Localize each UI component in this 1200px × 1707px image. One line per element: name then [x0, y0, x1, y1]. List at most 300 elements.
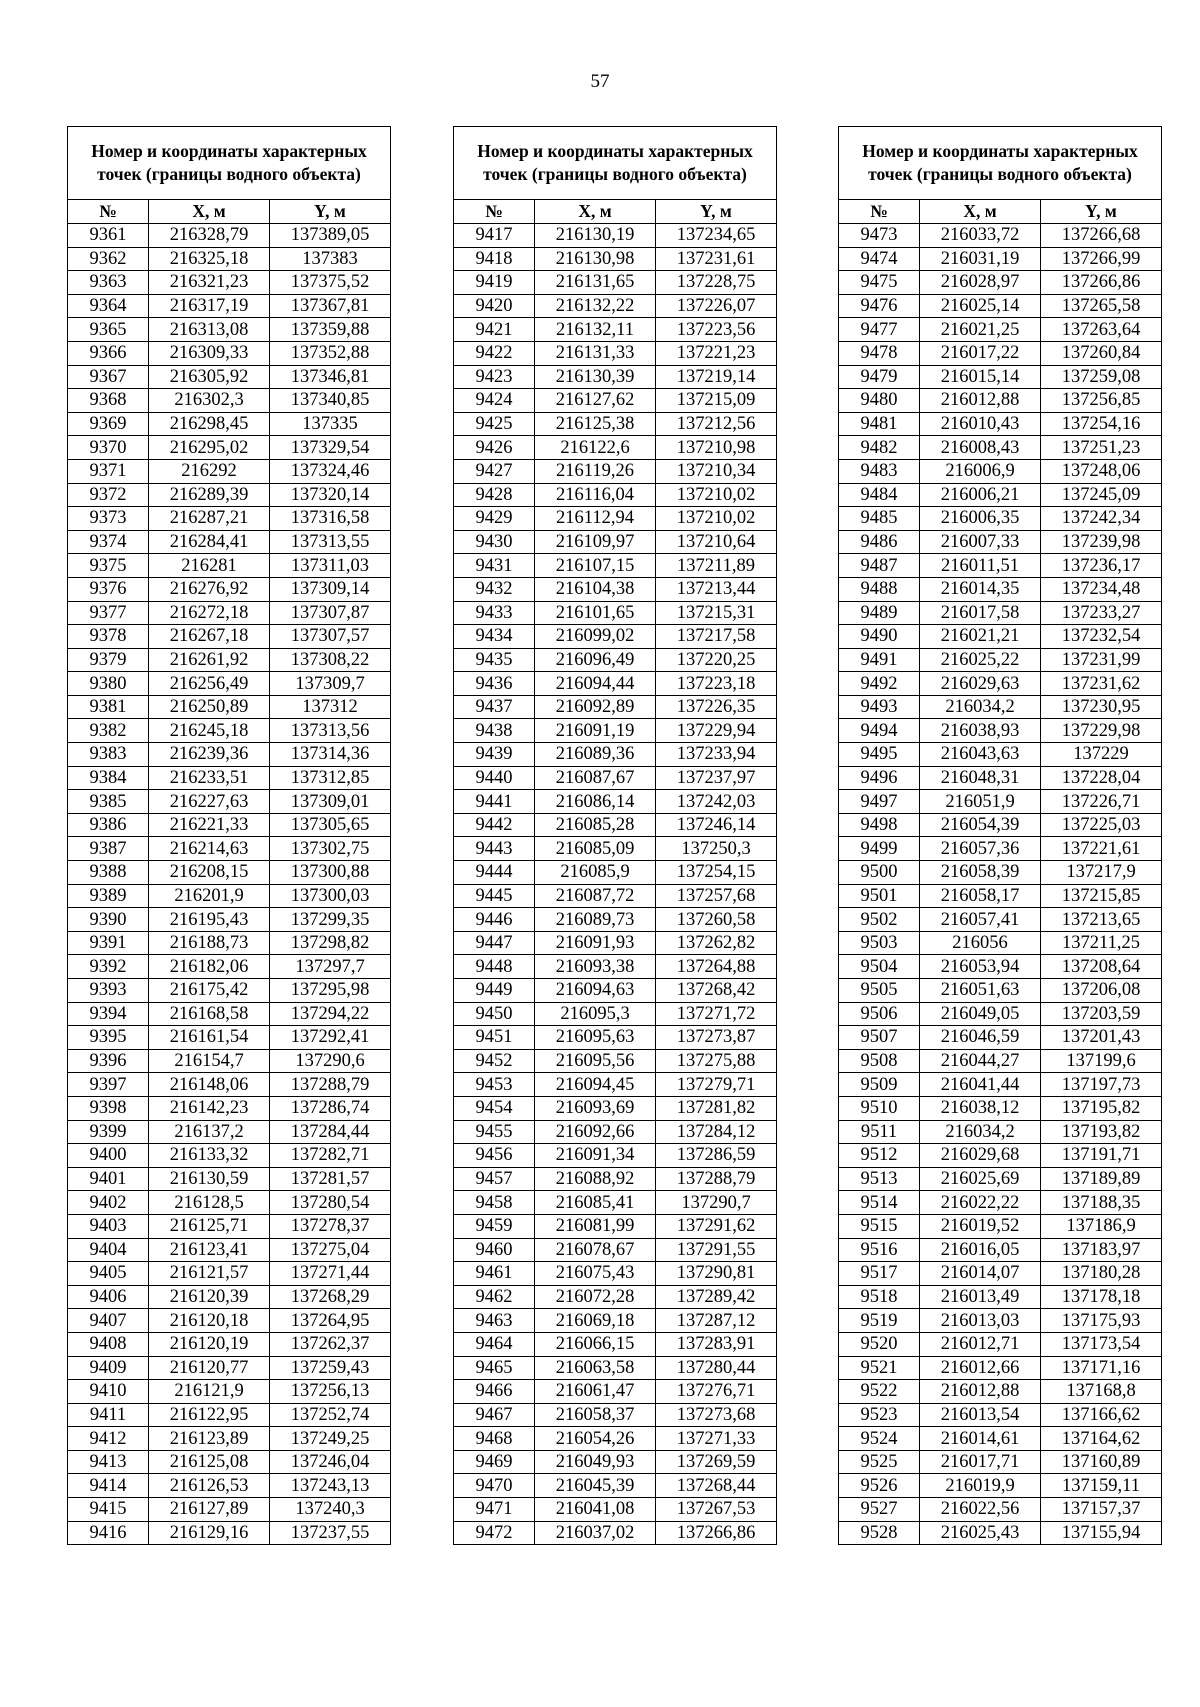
y-coordinate-cell: 137289,42 — [656, 1285, 777, 1309]
y-coordinate-cell: 137284,44 — [270, 1120, 391, 1144]
point-number-cell: 9472 — [454, 1521, 535, 1545]
x-coordinate-cell: 216072,28 — [535, 1285, 656, 1309]
x-coordinate-cell: 216239,36 — [149, 743, 270, 767]
table-row — [68, 318, 391, 342]
table-row — [454, 1332, 777, 1356]
table-row — [839, 1285, 1162, 1309]
y-coordinate-cell: 137233,94 — [656, 743, 777, 767]
x-coordinate-cell: 216086,14 — [535, 790, 656, 814]
x-coordinate-cell: 216087,67 — [535, 766, 656, 790]
point-number-cell: 9524 — [839, 1427, 920, 1451]
y-coordinate-cell: 137193,82 — [1041, 1120, 1162, 1144]
x-coordinate-cell: 216094,45 — [535, 1073, 656, 1097]
point-number-cell: 9519 — [839, 1309, 920, 1333]
y-coordinate-cell: 137234,65 — [656, 224, 777, 248]
x-coordinate-cell: 216088,92 — [535, 1167, 656, 1191]
y-coordinate-cell: 137300,88 — [270, 861, 391, 885]
y-coordinate-cell: 137234,48 — [1041, 577, 1162, 601]
x-coordinate-cell: 216284,41 — [149, 530, 270, 554]
table-row — [68, 672, 391, 696]
table-row — [454, 318, 777, 342]
y-coordinate-cell: 137195,82 — [1041, 1096, 1162, 1120]
x-coordinate-cell: 216245,18 — [149, 719, 270, 743]
y-coordinate-cell: 137254,16 — [1041, 412, 1162, 436]
table-row — [839, 743, 1162, 767]
table-row — [839, 790, 1162, 814]
table-row — [68, 790, 391, 814]
y-coordinate-cell: 137215,09 — [656, 389, 777, 413]
point-number-cell: 9375 — [68, 554, 149, 578]
table-row — [454, 389, 777, 413]
point-number-cell: 9513 — [839, 1167, 920, 1191]
point-number-cell: 9440 — [454, 766, 535, 790]
point-number-cell: 9468 — [454, 1427, 535, 1451]
x-coordinate-cell: 216302,3 — [149, 389, 270, 413]
point-number-cell: 9496 — [839, 766, 920, 790]
x-coordinate-cell: 216094,44 — [535, 672, 656, 696]
point-number-cell: 9367 — [68, 365, 149, 389]
x-coordinate-cell: 216012,71 — [920, 1332, 1041, 1356]
table-row — [454, 766, 777, 790]
y-coordinate-cell: 137229,94 — [656, 719, 777, 743]
table-row — [68, 979, 391, 1003]
y-coordinate-cell: 137171,16 — [1041, 1356, 1162, 1380]
x-coordinate-cell: 216078,67 — [535, 1238, 656, 1262]
point-number-cell: 9420 — [454, 294, 535, 318]
table-row — [839, 1120, 1162, 1144]
point-number-cell: 9493 — [839, 695, 920, 719]
table-row — [454, 931, 777, 955]
point-number-cell: 9446 — [454, 908, 535, 932]
y-coordinate-cell: 137217,9 — [1041, 861, 1162, 885]
y-coordinate-cell: 137236,17 — [1041, 554, 1162, 578]
table-row — [839, 1450, 1162, 1474]
table-row — [839, 1002, 1162, 1026]
y-coordinate-cell: 137271,33 — [656, 1427, 777, 1451]
point-number-cell: 9383 — [68, 743, 149, 767]
x-coordinate-cell: 216053,94 — [920, 955, 1041, 979]
table-row — [839, 695, 1162, 719]
table-row — [68, 719, 391, 743]
point-number-cell: 9400 — [68, 1144, 149, 1168]
x-coordinate-cell: 216085,28 — [535, 813, 656, 837]
table-row — [454, 625, 777, 649]
y-coordinate-cell: 137307,57 — [270, 625, 391, 649]
x-coordinate-cell: 216089,36 — [535, 743, 656, 767]
table-row — [454, 672, 777, 696]
y-coordinate-cell: 137220,25 — [656, 648, 777, 672]
y-coordinate-cell: 137286,74 — [270, 1096, 391, 1120]
x-coordinate-cell: 216120,18 — [149, 1309, 270, 1333]
table-row — [454, 224, 777, 248]
table-row — [839, 554, 1162, 578]
table-row — [454, 1262, 777, 1286]
y-coordinate-cell: 137210,98 — [656, 436, 777, 460]
point-number-cell: 9448 — [454, 955, 535, 979]
x-coordinate-cell: 216006,35 — [920, 507, 1041, 531]
x-coordinate-cell: 216007,33 — [920, 530, 1041, 554]
x-coordinate-cell: 216029,68 — [920, 1144, 1041, 1168]
x-coordinate-cell: 216025,14 — [920, 294, 1041, 318]
point-number-cell: 9507 — [839, 1026, 920, 1050]
x-coordinate-cell: 216313,08 — [149, 318, 270, 342]
x-coordinate-cell: 216287,21 — [149, 507, 270, 531]
x-coordinate-cell: 216214,63 — [149, 837, 270, 861]
y-coordinate-cell: 137291,62 — [656, 1214, 777, 1238]
table-row — [68, 1427, 391, 1451]
x-coordinate-cell: 216256,49 — [149, 672, 270, 696]
table-row — [68, 1026, 391, 1050]
table-row — [454, 436, 777, 460]
x-coordinate-cell: 216045,39 — [535, 1474, 656, 1498]
table-row — [454, 1049, 777, 1073]
y-coordinate-cell: 137213,44 — [656, 577, 777, 601]
y-coordinate-cell: 137280,54 — [270, 1191, 391, 1215]
x-coordinate-cell: 216012,66 — [920, 1356, 1041, 1380]
x-coordinate-cell: 216057,36 — [920, 837, 1041, 861]
point-number-cell: 9442 — [454, 813, 535, 837]
point-number-cell: 9386 — [68, 813, 149, 837]
point-number-cell: 9459 — [454, 1214, 535, 1238]
point-number-cell: 9379 — [68, 648, 149, 672]
x-coordinate-cell: 216081,99 — [535, 1214, 656, 1238]
table-row — [454, 1191, 777, 1215]
coordinates-table-3 — [838, 126, 1162, 1545]
y-coordinate-cell: 137295,98 — [270, 979, 391, 1003]
table-row — [454, 1427, 777, 1451]
table-row — [454, 979, 777, 1003]
x-coordinate-cell: 216227,63 — [149, 790, 270, 814]
x-coordinate-cell: 216017,22 — [920, 341, 1041, 365]
y-coordinate-cell: 137243,13 — [270, 1474, 391, 1498]
table-row — [68, 908, 391, 932]
point-number-cell: 9390 — [68, 908, 149, 932]
point-number-cell: 9427 — [454, 459, 535, 483]
point-number-cell: 9424 — [454, 389, 535, 413]
table-row — [839, 884, 1162, 908]
point-number-cell: 9392 — [68, 955, 149, 979]
x-coordinate-cell: 216289,39 — [149, 483, 270, 507]
point-number-cell: 9502 — [839, 908, 920, 932]
y-coordinate-cell: 137309,14 — [270, 577, 391, 601]
point-number-cell: 9462 — [454, 1285, 535, 1309]
table-row — [68, 1450, 391, 1474]
x-coordinate-cell: 216085,9 — [535, 861, 656, 885]
point-number-cell: 9423 — [454, 365, 535, 389]
x-coordinate-cell: 216091,93 — [535, 931, 656, 955]
point-number-cell: 9417 — [454, 224, 535, 248]
table-row — [454, 341, 777, 365]
y-coordinate-cell: 137375,52 — [270, 271, 391, 295]
point-number-cell: 9470 — [454, 1474, 535, 1498]
x-coordinate-cell: 216031,19 — [920, 247, 1041, 271]
table-row — [839, 979, 1162, 1003]
table-row — [68, 1214, 391, 1238]
y-coordinate-cell: 137226,71 — [1041, 790, 1162, 814]
point-number-cell: 9461 — [454, 1262, 535, 1286]
point-number-cell: 9523 — [839, 1403, 920, 1427]
point-number-cell: 9361 — [68, 224, 149, 248]
x-coordinate-cell: 216061,47 — [535, 1380, 656, 1404]
table-row — [454, 1450, 777, 1474]
x-coordinate-cell: 216041,08 — [535, 1498, 656, 1522]
y-coordinate-cell: 137324,46 — [270, 459, 391, 483]
point-number-cell: 9384 — [68, 766, 149, 790]
point-number-cell: 9428 — [454, 483, 535, 507]
point-number-cell: 9434 — [454, 625, 535, 649]
point-number-cell: 9435 — [454, 648, 535, 672]
point-number-cell: 9391 — [68, 931, 149, 955]
y-coordinate-cell: 137256,85 — [1041, 389, 1162, 413]
y-coordinate-cell: 137231,99 — [1041, 648, 1162, 672]
y-coordinate-cell: 137283,91 — [656, 1332, 777, 1356]
point-number-cell: 9510 — [839, 1096, 920, 1120]
point-number-cell: 9447 — [454, 931, 535, 955]
table-row — [68, 1191, 391, 1215]
y-coordinate-cell: 137278,37 — [270, 1214, 391, 1238]
point-number-cell: 9515 — [839, 1214, 920, 1238]
table-row — [839, 1214, 1162, 1238]
point-number-cell: 9485 — [839, 507, 920, 531]
table-title: Номер и координаты характерных точек (границы водного объекта) — [839, 127, 1162, 200]
x-coordinate-cell: 216008,43 — [920, 436, 1041, 460]
y-coordinate-cell: 137175,93 — [1041, 1309, 1162, 1333]
table-row — [839, 1356, 1162, 1380]
x-coordinate-cell: 216309,33 — [149, 341, 270, 365]
table-row — [839, 271, 1162, 295]
table-row — [454, 1380, 777, 1404]
x-coordinate-cell: 216292 — [149, 459, 270, 483]
x-coordinate-cell: 216121,9 — [149, 1380, 270, 1404]
y-coordinate-cell: 137166,62 — [1041, 1403, 1162, 1427]
x-coordinate-cell: 216041,44 — [920, 1073, 1041, 1097]
x-coordinate-cell: 216014,07 — [920, 1262, 1041, 1286]
table-row — [68, 224, 391, 248]
y-coordinate-cell: 137231,61 — [656, 247, 777, 271]
point-number-cell: 9498 — [839, 813, 920, 837]
column-header-y: Y, м — [1041, 200, 1162, 224]
x-coordinate-cell: 216317,19 — [149, 294, 270, 318]
point-number-cell: 9366 — [68, 341, 149, 365]
x-coordinate-cell: 216075,43 — [535, 1262, 656, 1286]
point-number-cell: 9469 — [454, 1450, 535, 1474]
table-row — [839, 719, 1162, 743]
y-coordinate-cell: 137201,43 — [1041, 1026, 1162, 1050]
x-coordinate-cell: 216025,22 — [920, 648, 1041, 672]
y-coordinate-cell: 137239,98 — [1041, 530, 1162, 554]
table-row — [68, 1403, 391, 1427]
table-row — [839, 1521, 1162, 1545]
table-row — [839, 224, 1162, 248]
y-coordinate-cell: 137280,44 — [656, 1356, 777, 1380]
point-number-cell: 9388 — [68, 861, 149, 885]
y-coordinate-cell: 137299,35 — [270, 908, 391, 932]
y-coordinate-cell: 137223,18 — [656, 672, 777, 696]
y-coordinate-cell: 137308,22 — [270, 648, 391, 672]
y-coordinate-cell: 137276,71 — [656, 1380, 777, 1404]
table-row — [839, 1309, 1162, 1333]
y-coordinate-cell: 137320,14 — [270, 483, 391, 507]
point-number-cell: 9368 — [68, 389, 149, 413]
x-coordinate-cell: 216261,92 — [149, 648, 270, 672]
table-row — [839, 1380, 1162, 1404]
x-coordinate-cell: 216044,27 — [920, 1049, 1041, 1073]
x-coordinate-cell: 216095,63 — [535, 1026, 656, 1050]
table-row — [454, 1096, 777, 1120]
point-number-cell: 9369 — [68, 412, 149, 436]
table-row — [839, 931, 1162, 955]
table-row — [839, 341, 1162, 365]
table-row — [454, 955, 777, 979]
table-row — [839, 294, 1162, 318]
y-coordinate-cell: 137219,14 — [656, 365, 777, 389]
y-coordinate-cell: 137242,34 — [1041, 507, 1162, 531]
table-body — [68, 224, 391, 1545]
column-header-y: Y, м — [656, 200, 777, 224]
y-coordinate-cell: 137226,07 — [656, 294, 777, 318]
column-header-y: Y, м — [270, 200, 391, 224]
point-number-cell: 9409 — [68, 1356, 149, 1380]
x-coordinate-cell: 216125,38 — [535, 412, 656, 436]
x-coordinate-cell: 216017,71 — [920, 1450, 1041, 1474]
y-coordinate-cell: 137226,35 — [656, 695, 777, 719]
x-coordinate-cell: 216021,25 — [920, 318, 1041, 342]
x-coordinate-cell: 216298,45 — [149, 412, 270, 436]
x-coordinate-cell: 216099,02 — [535, 625, 656, 649]
y-coordinate-cell: 137178,18 — [1041, 1285, 1162, 1309]
table-row — [454, 1144, 777, 1168]
table-row — [454, 719, 777, 743]
point-number-cell: 9501 — [839, 884, 920, 908]
y-coordinate-cell: 137290,81 — [656, 1262, 777, 1286]
table-row — [68, 861, 391, 885]
point-number-cell: 9362 — [68, 247, 149, 271]
point-number-cell: 9438 — [454, 719, 535, 743]
x-coordinate-cell: 216022,56 — [920, 1498, 1041, 1522]
point-number-cell: 9395 — [68, 1026, 149, 1050]
y-coordinate-cell: 137291,55 — [656, 1238, 777, 1262]
y-coordinate-cell: 137223,56 — [656, 318, 777, 342]
x-coordinate-cell: 216132,11 — [535, 318, 656, 342]
y-coordinate-cell: 137309,7 — [270, 672, 391, 696]
x-coordinate-cell: 216095,3 — [535, 1002, 656, 1026]
x-coordinate-cell: 216021,21 — [920, 625, 1041, 649]
point-number-cell: 9439 — [454, 743, 535, 767]
point-number-cell: 9452 — [454, 1049, 535, 1073]
x-coordinate-cell: 216049,05 — [920, 1002, 1041, 1026]
point-number-cell: 9463 — [454, 1309, 535, 1333]
point-number-cell: 9437 — [454, 695, 535, 719]
x-coordinate-cell: 216087,72 — [535, 884, 656, 908]
x-coordinate-cell: 216010,43 — [920, 412, 1041, 436]
point-number-cell: 9495 — [839, 743, 920, 767]
table-row — [454, 530, 777, 554]
point-number-cell: 9449 — [454, 979, 535, 1003]
x-coordinate-cell: 216130,39 — [535, 365, 656, 389]
y-coordinate-cell: 137249,25 — [270, 1427, 391, 1451]
table-row — [454, 1214, 777, 1238]
table-row — [454, 271, 777, 295]
y-coordinate-cell: 137242,03 — [656, 790, 777, 814]
y-coordinate-cell: 137263,64 — [1041, 318, 1162, 342]
x-coordinate-cell: 216028,97 — [920, 271, 1041, 295]
y-coordinate-cell: 137168,8 — [1041, 1380, 1162, 1404]
x-coordinate-cell: 216012,88 — [920, 1380, 1041, 1404]
table-row — [68, 648, 391, 672]
table-row — [454, 813, 777, 837]
table-row — [68, 1380, 391, 1404]
point-number-cell: 9430 — [454, 530, 535, 554]
x-coordinate-cell: 216182,06 — [149, 955, 270, 979]
y-coordinate-cell: 137265,58 — [1041, 294, 1162, 318]
table-row — [68, 247, 391, 271]
y-coordinate-cell: 137210,02 — [656, 483, 777, 507]
y-coordinate-cell: 137246,14 — [656, 813, 777, 837]
point-number-cell: 9371 — [68, 459, 149, 483]
x-coordinate-cell: 216281 — [149, 554, 270, 578]
coordinates-table-1 — [67, 126, 391, 1545]
point-number-cell: 9385 — [68, 790, 149, 814]
table-row — [68, 601, 391, 625]
y-coordinate-cell: 137248,06 — [1041, 459, 1162, 483]
y-coordinate-cell: 137292,41 — [270, 1026, 391, 1050]
y-coordinate-cell: 137329,54 — [270, 436, 391, 460]
y-coordinate-cell: 137230,95 — [1041, 695, 1162, 719]
table-row — [454, 743, 777, 767]
table-row — [454, 1073, 777, 1097]
point-number-cell: 9526 — [839, 1474, 920, 1498]
x-coordinate-cell: 216201,9 — [149, 884, 270, 908]
y-coordinate-cell: 137305,65 — [270, 813, 391, 837]
y-coordinate-cell: 137268,42 — [656, 979, 777, 1003]
point-number-cell: 9518 — [839, 1285, 920, 1309]
point-number-cell: 9478 — [839, 341, 920, 365]
table-row — [454, 1356, 777, 1380]
y-coordinate-cell: 137266,86 — [656, 1521, 777, 1545]
x-coordinate-cell: 216025,69 — [920, 1167, 1041, 1191]
point-number-cell: 9497 — [839, 790, 920, 814]
x-coordinate-cell: 216321,23 — [149, 271, 270, 295]
x-coordinate-cell: 216013,03 — [920, 1309, 1041, 1333]
table-row — [68, 1285, 391, 1309]
y-coordinate-cell: 137215,85 — [1041, 884, 1162, 908]
x-coordinate-cell: 216126,53 — [149, 1474, 270, 1498]
x-coordinate-cell: 216092,89 — [535, 695, 656, 719]
point-number-cell: 9475 — [839, 271, 920, 295]
x-coordinate-cell: 216022,22 — [920, 1191, 1041, 1215]
y-coordinate-cell: 137197,73 — [1041, 1073, 1162, 1097]
y-coordinate-cell: 137281,82 — [656, 1096, 777, 1120]
y-coordinate-cell: 137237,97 — [656, 766, 777, 790]
y-coordinate-cell: 137157,37 — [1041, 1498, 1162, 1522]
column-header-number: № — [454, 200, 535, 224]
x-coordinate-cell: 216063,58 — [535, 1356, 656, 1380]
y-coordinate-cell: 137186,9 — [1041, 1214, 1162, 1238]
y-coordinate-cell: 137262,37 — [270, 1332, 391, 1356]
table-row — [68, 294, 391, 318]
point-number-cell: 9389 — [68, 884, 149, 908]
point-number-cell: 9456 — [454, 1144, 535, 1168]
y-coordinate-cell: 137232,54 — [1041, 625, 1162, 649]
table-row — [839, 1403, 1162, 1427]
y-coordinate-cell: 137229,98 — [1041, 719, 1162, 743]
y-coordinate-cell: 137298,82 — [270, 931, 391, 955]
table-row — [68, 530, 391, 554]
y-coordinate-cell: 137260,84 — [1041, 341, 1162, 365]
x-coordinate-cell: 216305,92 — [149, 365, 270, 389]
point-number-cell: 9466 — [454, 1380, 535, 1404]
point-number-cell: 9476 — [839, 294, 920, 318]
